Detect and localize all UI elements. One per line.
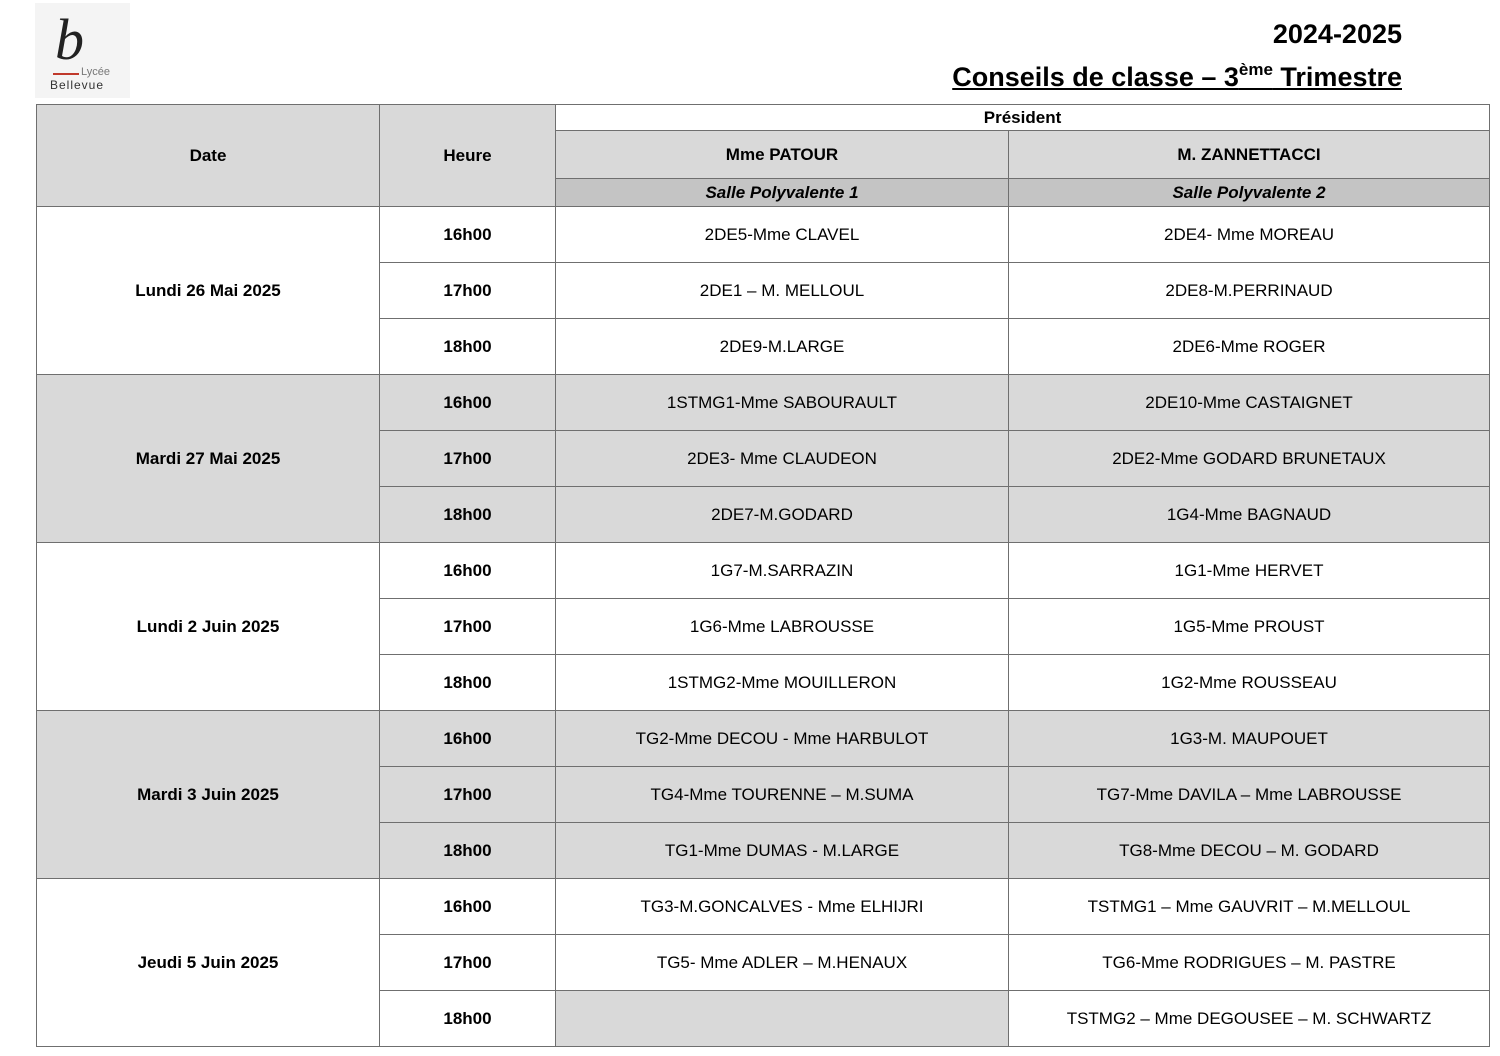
logo-letter: b	[55, 7, 84, 72]
class-cell-p2: 2DE2-Mme GODARD BRUNETAUX	[1009, 431, 1490, 487]
class-cell-p2: 1G5-Mme PROUST	[1009, 599, 1490, 655]
logo-line-1: Lycée	[81, 66, 110, 78]
class-cell-p2: 2DE6-Mme ROGER	[1009, 319, 1490, 375]
date-cell: Mardi 3 Juin 2025	[37, 711, 380, 879]
class-cell-p1: 1G6-Mme LABROUSSE	[556, 599, 1009, 655]
class-cell-p1: 2DE5-Mme CLAVEL	[556, 207, 1009, 263]
class-cell-p2: TG8-Mme DECOU – M. GODARD	[1009, 823, 1490, 879]
class-cell-p1-empty	[556, 991, 1009, 1047]
title-suffix: Trimestre	[1272, 62, 1402, 92]
heure-cell: 17h00	[380, 431, 556, 487]
salle-1: Salle Polyvalente 1	[556, 179, 1009, 207]
heure-cell: 16h00	[380, 375, 556, 431]
title-superscript: ème	[1238, 60, 1273, 79]
class-cell-p1: 2DE1 – M. MELLOUL	[556, 263, 1009, 319]
heure-cell: 16h00	[380, 207, 556, 263]
date-cell: Lundi 26 Mai 2025	[37, 207, 380, 375]
class-cell-p2: 2DE10-Mme CASTAIGNET	[1009, 375, 1490, 431]
heure-cell: 18h00	[380, 319, 556, 375]
class-cell-p1: TG4-Mme TOURENNE – M.SUMA	[556, 767, 1009, 823]
class-cell-p2: 2DE8-M.PERRINAUD	[1009, 263, 1490, 319]
class-cell-p2: 1G1-Mme HERVET	[1009, 543, 1490, 599]
heure-cell: 18h00	[380, 487, 556, 543]
header-president: Président	[556, 105, 1490, 131]
class-cell-p2: TSTMG2 – Mme DEGOUSEE – M. SCHWARTZ	[1009, 991, 1490, 1047]
date-cell: Lundi 2 Juin 2025	[37, 543, 380, 711]
president-name-2: M. ZANNETTACCI	[1009, 131, 1490, 179]
class-cell-p1: TG1-Mme DUMAS - M.LARGE	[556, 823, 1009, 879]
header-date: Date	[37, 105, 380, 207]
heure-cell: 18h00	[380, 655, 556, 711]
date-cell: Jeudi 5 Juin 2025	[37, 879, 380, 1047]
class-cell-p2: TG6-Mme RODRIGUES – M. PASTRE	[1009, 935, 1490, 991]
salle-2: Salle Polyvalente 2	[1009, 179, 1490, 207]
class-cell-p1: 2DE9-M.LARGE	[556, 319, 1009, 375]
school-year: 2024-2025	[1272, 19, 1402, 49]
class-cell-p1: TG5- Mme ADLER – M.HENAUX	[556, 935, 1009, 991]
class-cell-p1: 2DE3- Mme CLAUDEON	[556, 431, 1009, 487]
heure-cell: 17h00	[380, 767, 556, 823]
class-cell-p2: 1G2-Mme ROUSSEAU	[1009, 655, 1490, 711]
table-row	[37, 207, 1490, 263]
logo-accent-bar	[53, 73, 79, 75]
school-logo	[35, 3, 130, 98]
heure-cell: 17h00	[380, 263, 556, 319]
class-cell-p1: 2DE7-M.GODARD	[556, 487, 1009, 543]
class-cell-p1: TG3-M.GONCALVES - Mme ELHIJRI	[556, 879, 1009, 935]
heure-cell: 18h00	[380, 823, 556, 879]
title-prefix: Conseils de classe – 3	[952, 62, 1239, 92]
table-row	[37, 711, 1490, 767]
heure-cell: 16h00	[380, 543, 556, 599]
table-row	[37, 375, 1490, 431]
page-title	[952, 60, 1402, 94]
date-cell: Mardi 27 Mai 2025	[37, 375, 380, 543]
table-row	[37, 879, 1490, 935]
heure-cell: 16h00	[380, 711, 556, 767]
class-cell-p2: TSTMG1 – Mme GAUVRIT – M.MELLOUL	[1009, 879, 1490, 935]
schedule-table	[36, 104, 1490, 1047]
heure-cell: 17h00	[380, 935, 556, 991]
class-cell-p1: 1G7-M.SARRAZIN	[556, 543, 1009, 599]
heure-cell: 17h00	[380, 599, 556, 655]
heure-cell: 18h00	[380, 991, 556, 1047]
class-cell-p2: 2DE4- Mme MOREAU	[1009, 207, 1490, 263]
heure-cell: 16h00	[380, 879, 556, 935]
class-cell-p1: TG2-Mme DECOU - Mme HARBULOT	[556, 711, 1009, 767]
class-cell-p2: 1G3-M. MAUPOUET	[1009, 711, 1490, 767]
class-cell-p2: TG7-Mme DAVILA – Mme LABROUSSE	[1009, 767, 1490, 823]
header-heure: Heure	[380, 105, 556, 207]
class-cell-p2: 1G4-Mme BAGNAUD	[1009, 487, 1490, 543]
president-name-1: Mme PATOUR	[556, 131, 1009, 179]
class-cell-p1: 1STMG1-Mme SABOURAULT	[556, 375, 1009, 431]
class-cell-p1: 1STMG2-Mme MOUILLERON	[556, 655, 1009, 711]
logo-line-2: Bellevue	[50, 78, 105, 92]
table-row	[37, 543, 1490, 599]
